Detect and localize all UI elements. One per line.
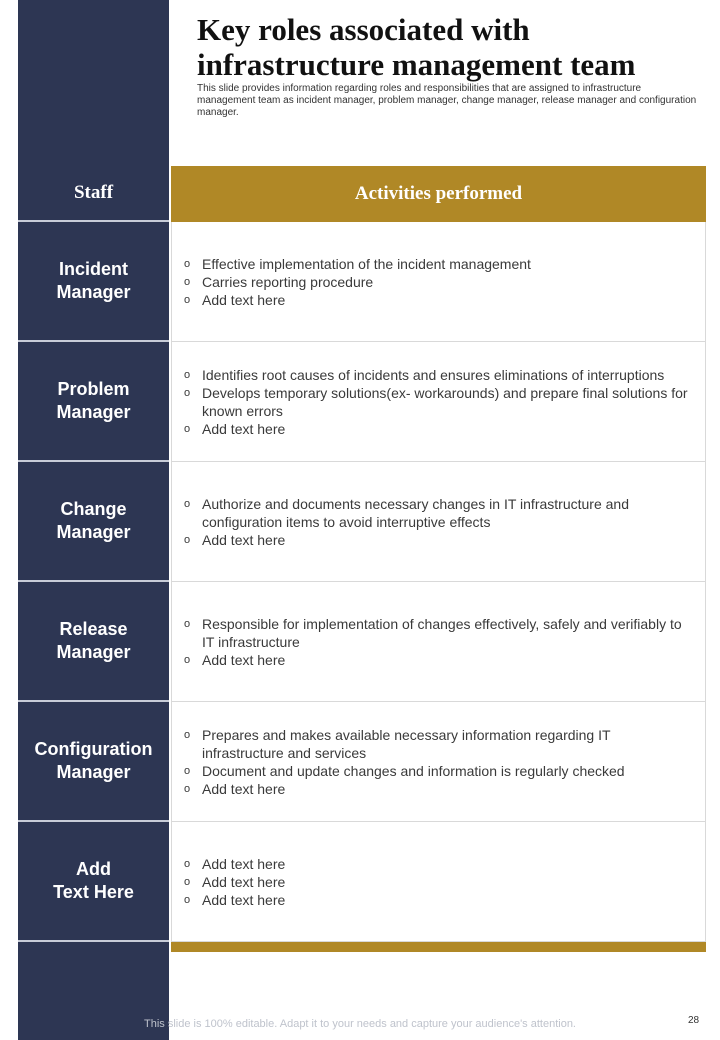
role-configuration-manager: Configuration Manager (18, 702, 169, 822)
bullet-marker: o (184, 368, 191, 381)
activity-text: Add text here (202, 891, 286, 908)
activity-text: Add text here (202, 855, 286, 872)
staff-column-header: Staff (18, 166, 169, 222)
table-row (18, 342, 706, 462)
role-change-manager: Change Manager (18, 462, 169, 582)
activity-text: Add text here (202, 873, 286, 890)
roles-table (18, 222, 706, 942)
list-item (184, 384, 689, 420)
activity-text: Carries reporting procedure (202, 273, 374, 290)
table-row (18, 222, 706, 342)
list-item (184, 891, 689, 909)
bullet-marker: o (184, 293, 191, 306)
footer-note: This slide is 100% editable. Adapt it to your needs and capture your audience's attention. (144, 1018, 576, 1030)
bullet-marker: o (184, 422, 191, 435)
list-item (184, 531, 689, 549)
activity-text: Identifies root causes of incidents and ensures eliminations of interruptions (202, 366, 665, 383)
list-item (184, 291, 689, 309)
list-item (184, 651, 689, 669)
activity-text: Effective implementation of the incident management (202, 255, 531, 272)
activity-text: Add text here (202, 651, 286, 668)
table-bottom-accent (171, 942, 706, 952)
activities-cell (171, 702, 706, 822)
bullet-marker: o (184, 386, 191, 399)
activities-cell (171, 222, 706, 342)
bullet-marker: o (184, 617, 191, 630)
bullet-marker: o (184, 875, 191, 888)
list-item (184, 273, 689, 291)
table-row (18, 702, 706, 822)
bullet-marker: o (184, 728, 191, 741)
page-number: 28 (688, 1015, 700, 1026)
activity-text: Authorize and documents necessary changes in IT infrastructure and configuration items to avoid interruptive effects (202, 495, 629, 530)
table-row (18, 462, 706, 582)
slide-subtitle: This slide provides information regarding roles and responsibilities that are assigned to infrastructure management team as incident manager, problem manager, change manager, release manager and configuration manager. (197, 83, 697, 118)
activities-column-header: Activities performed (171, 166, 706, 222)
list-item (184, 495, 689, 531)
list-item (184, 855, 689, 873)
bullet-marker: o (184, 857, 191, 870)
role-incident-manager: Incident Manager (18, 222, 169, 342)
bullet-marker: o (184, 533, 191, 546)
bullet-marker: o (184, 764, 191, 777)
role-release-manager: Release Manager (18, 582, 169, 702)
activity-text: Responsible for implementation of changes effectively, safely and verifiably to IT infrastructure (202, 615, 682, 650)
activities-cell (171, 342, 706, 462)
activity-text: Add text here (202, 291, 286, 308)
activities-cell (171, 822, 706, 942)
bullet-marker: o (184, 275, 191, 288)
activity-text: Add text here (202, 780, 286, 797)
activity-text: Document and update changes and information is regularly checked (202, 762, 625, 779)
bullet-marker: o (184, 893, 191, 906)
slide-title: Key roles associated with infrastructure management team (197, 12, 636, 82)
table-row (18, 582, 706, 702)
list-item (184, 420, 689, 438)
role-problem-manager: Problem Manager (18, 342, 169, 462)
list-item (184, 780, 689, 798)
activity-text: Add text here (202, 531, 286, 548)
activity-text: Develops temporary solutions(ex- workarounds) and prepare final solutions for known errors (202, 384, 688, 419)
table-row (18, 822, 706, 942)
activities-cell (171, 462, 706, 582)
list-item (184, 255, 689, 273)
list-item (184, 762, 689, 780)
bullet-marker: o (184, 782, 191, 795)
activities-cell (171, 582, 706, 702)
activity-text: Prepares and makes available necessary information regarding IT infrastructure and services (202, 726, 611, 761)
bullet-marker: o (184, 497, 191, 510)
list-item (184, 615, 689, 651)
bullet-marker: o (184, 653, 191, 666)
list-item (184, 726, 689, 762)
role-add-text: Add Text Here (18, 822, 169, 942)
list-item (184, 366, 689, 384)
bullet-marker: o (184, 257, 191, 270)
activity-text: Add text here (202, 420, 286, 437)
list-item (184, 873, 689, 891)
